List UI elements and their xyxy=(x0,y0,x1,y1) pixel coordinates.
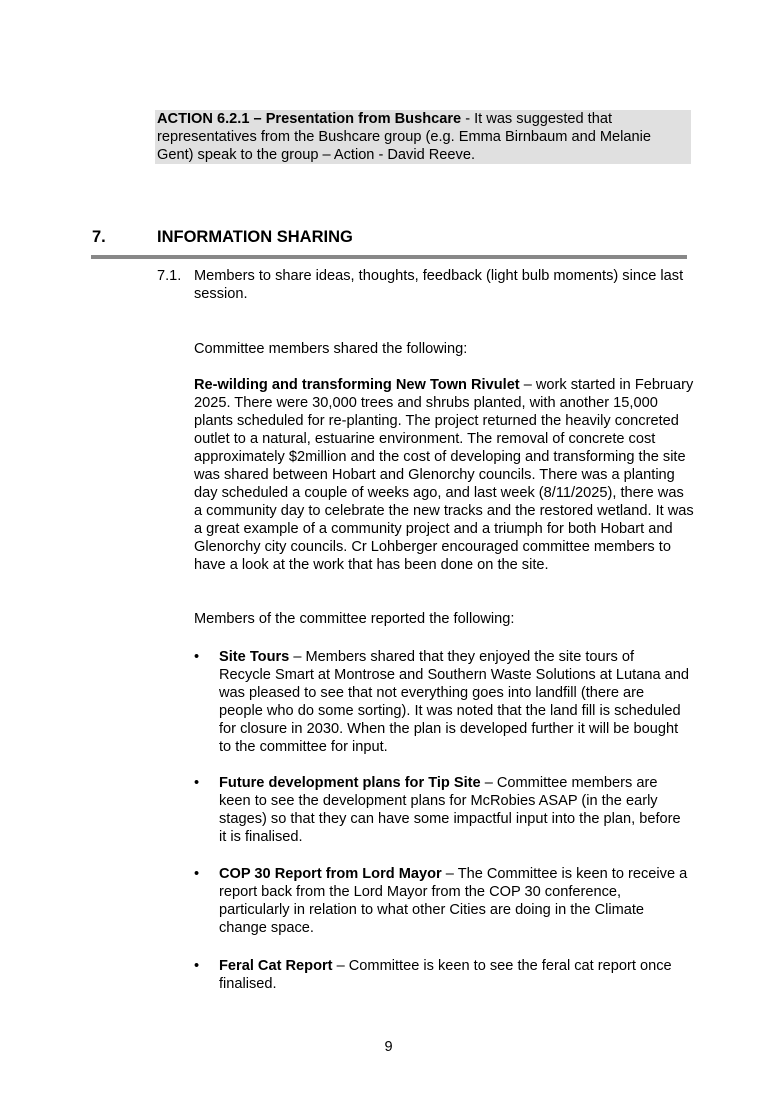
rewilding-text: – work started in February 2025. There were 30,000 trees and shrubs planted, with another 15,000 plants scheduled for re-planting. The project returned the heavily concreted outlet to a natural, estuarine environment. The removal of concrete cost approximately $2million and the cost of developing and transforming the site was shared between Hobart and Glenorchy councils. There was a planting day scheduled a couple of weeks ago, and last week (8/11/2025), there was a community day to celebrate the new tracks and the restored wetland. It was a great example of a community project and a triumph for both Hobart and Glenorchy city councils. Cr Lohberger encouraged committee members to have a look at the work that has been done on the site. xyxy=(194,377,694,573)
bullet-symbol: • xyxy=(194,866,200,882)
bullet-symbol: • xyxy=(194,649,200,665)
bullet-body: – Committee is keen to see the feral cat report once finalised. xyxy=(219,958,672,992)
action-text: - It was suggested that representatives from the Bushcare group (e.g. Emma Birnbaum and Melanie Gent) speak to the group – Action - David Reeve. xyxy=(157,111,651,163)
action-id: ACTION 6.2.1 xyxy=(157,111,250,127)
bullet-body: – Committee members are keen to see the development plans for McRobies ASAP (in the early stages) so that they can have some impactful input into the plan, before it is finalised. xyxy=(219,775,681,845)
bullet-title: Feral Cat Report xyxy=(219,958,333,974)
bullet-title: Site Tours xyxy=(219,649,290,665)
bullet-title: Future development plans for Tip Site xyxy=(219,775,481,791)
bullet-text xyxy=(219,957,689,993)
section-divider xyxy=(91,255,687,259)
bullet-text xyxy=(219,648,689,756)
rewilding-title: Re-wilding and transforming New Town Rivulet xyxy=(194,377,520,393)
rewilding-paragraph xyxy=(194,376,694,574)
bullet-body: – Members shared that they enjoyed the site tours of Recycle Smart at Montrose and Southern Waste Solutions at Lutana and was pleased to see that not everything goes into landfill (there are people who do some sorting). It was noted that the land fill is scheduled for closure in 2030. When the plan is developed further it will be bought to the committee for input. xyxy=(219,649,689,755)
item-number: 7.1. xyxy=(157,268,182,284)
action-item-highlight xyxy=(155,110,691,164)
action-dash: – xyxy=(249,111,266,127)
shared-intro: Committee members shared the following: xyxy=(194,341,468,357)
bullet-text xyxy=(219,865,689,937)
bullet-symbol: • xyxy=(194,775,200,791)
bullet-symbol: • xyxy=(194,958,200,974)
section-number: 7. xyxy=(92,228,106,246)
bullet-text xyxy=(219,774,689,846)
action-title: Presentation from Bushcare xyxy=(265,111,462,127)
page-number: 9 xyxy=(384,1039,393,1055)
reported-intro: Members of the committee reported the following: xyxy=(194,611,515,627)
item-text: Members to share ideas, thoughts, feedback (light bulb moments) since last session. xyxy=(194,268,684,302)
bullet-title: COP 30 Report from Lord Mayor xyxy=(219,866,442,882)
section-title: INFORMATION SHARING xyxy=(157,228,353,246)
bullet-body: – The Committee is keen to receive a report back from the Lord Mayor from the COP 30 conference, particularly in relation to what other Cities are doing in the Climate change space. xyxy=(219,866,688,936)
